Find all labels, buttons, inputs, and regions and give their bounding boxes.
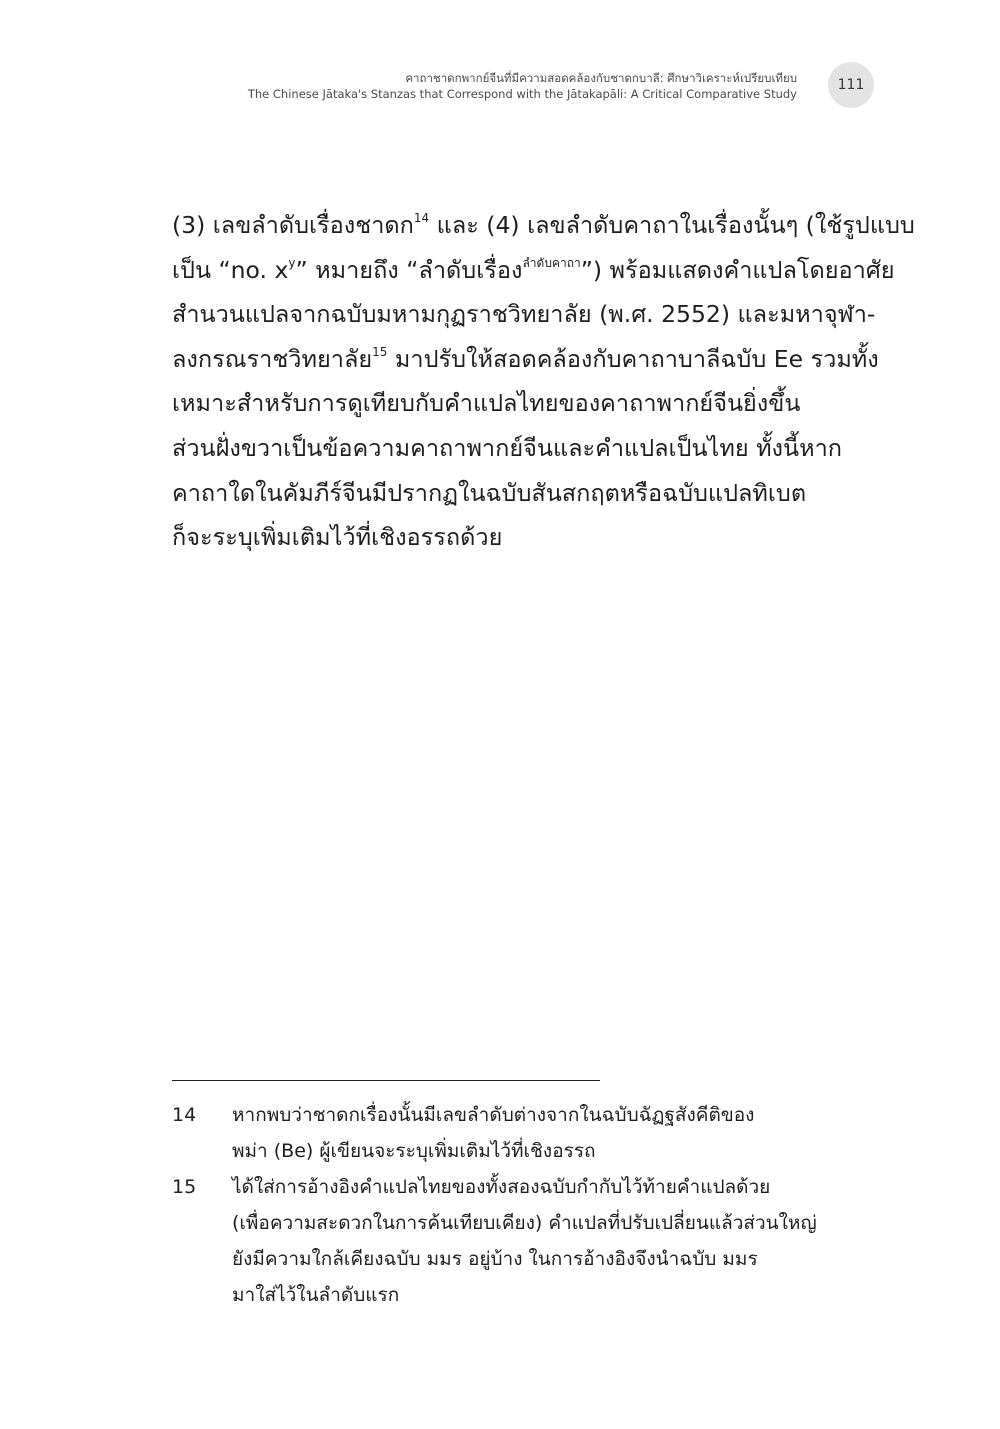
running-header-english: The Chinese Jātaka's Stanzas that Correspond with the Jātakapāli: A Critical Comparative Study — [247, 87, 797, 101]
body-line: คาถาใดในคัมภีร์จีนมีปรากฏในฉบับสันสกฤตหรือฉบับแปลทิเบต — [172, 478, 807, 507]
footnote-ref-15[interactable]: 15 — [372, 344, 388, 359]
body-line: ส่วนฝั่งขวาเป็นข้อความคาถาพากย์จีนและคำแปลเป็นไทย ทั้งนี้หาก — [172, 433, 843, 462]
body-paragraph — [172, 203, 915, 560]
footnote-line: ยังมีความใกล้เคียงฉบับ มมร อยู่บ้าง ในการอ้างอิงจึงนำฉบับ มมร — [232, 1248, 758, 1270]
footnote-number: 15 — [172, 1176, 197, 1198]
footnote-divider — [172, 1080, 600, 1081]
footnote-ref-14[interactable]: 14 — [413, 211, 430, 225]
body-line: เหมาะสำหรับการดูเทียบกับคำแปลไทยของคาถาพากย์จีนยิ่งขึ้น — [172, 389, 801, 418]
body-line: ลงกรณราชวิทยาลัย$^{15}$ มาปรับให้สอดคล้องกับคาถาบาลีฉบับ Ee รวมทั้ง — [172, 344, 879, 373]
body-line: ก็จะระบุเพิ่มเติมไว้ที่เชิงอรรถด้วย — [172, 523, 503, 552]
footnotes — [172, 1097, 862, 1313]
footnote-line: พม่า (Be) ผู้เขียนจะระบุเพิ่มเติมไว้ที่เชิงอรรถ — [232, 1140, 596, 1162]
footnote-14 — [172, 1097, 862, 1169]
footnote-line: มาใส่ไว้ในลำดับแรก — [232, 1284, 400, 1306]
body-line: (3) เลขลำดับเรื่องชาดก$^{14}$ และ (4) เลขลำดับคาถาในเรื่องนั้นๆ (ใช้รูปแบบ — [172, 211, 915, 239]
body-line: สำนวนแปลจากฉบับมหามกุฏราชวิทยาลัย (พ.ศ. 2552) และมหาจุฬา- — [172, 300, 876, 329]
superscript-stanza-order: ลำดับคาถา — [522, 255, 581, 270]
footnote-line: หากพบว่าชาดกเรื่องนั้นมีเลขลำดับต่างจากในฉบับฉัฏฐสังคีติของ — [232, 1104, 755, 1126]
footnote-line: ได้ใส่การอ้างอิงคำแปลไทยของทั้งสองฉบับกำกับไว้ท้ายคำแปลด้วย — [232, 1176, 771, 1198]
footnote-15 — [172, 1169, 862, 1313]
footnote-number: 14 — [172, 1104, 197, 1126]
superscript-y: y — [288, 255, 296, 270]
page-number: 111 — [828, 62, 874, 108]
footnote-line: (เพื่อความสะดวกในการค้นเทียบเคียง) คำแปลที่ปรับเปลี่ยนแล้วส่วนใหญ่ — [232, 1212, 817, 1234]
running-header — [177, 70, 797, 102]
body-line: เป็น “no. $x^y$” หมายถึง “ลำดับเรื่อง$^{ลำดับคาถา}$”) พร้อมแสดงคำแปลโดยอาศัย — [172, 255, 895, 284]
running-header-thai: คาถาชาดกพากย์จีนที่มีความสอดคล้องกับชาดกบาลี: ศึกษาวิเคราะห์เปรียบเทียบ — [405, 71, 797, 85]
